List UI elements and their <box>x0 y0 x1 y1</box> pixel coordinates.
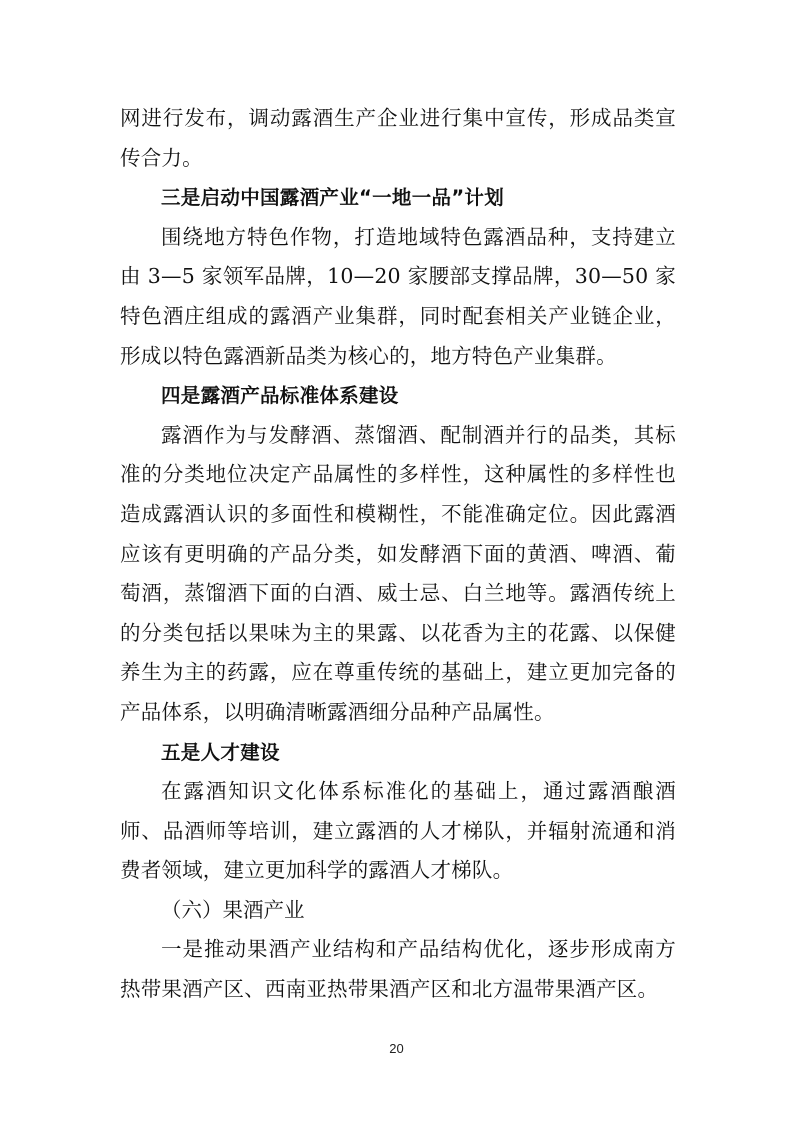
section-heading-one-region-one-product: 三是启动中国露酒产业“一地一品”计划 <box>161 186 505 210</box>
section-heading-talent: 五是人才建设 <box>161 740 280 764</box>
paragraph-promotion-continued: 网进行发布，调动露酒生产企业进行集中宣传，形成品类宣传合力。 <box>120 106 676 170</box>
paragraph-fruit-wine-regions: 一是推动果酒产业结构和产品结构优化，逐步形成南方热带果酒产区、西南亚热带果酒产区和北方温带果酒产区。 <box>120 937 676 1002</box>
section-heading-standard-system: 四是露酒产品标准体系建设 <box>161 384 399 408</box>
page-number: 20 <box>389 1041 404 1056</box>
paragraph-industry-cluster: 围绕地方特色作物，打造地域特色露酒品种，支持建立由 3—5 家领军品牌，10—20 家腰部支撑品牌，30—50 家特色酒庄组成的露酒产业集群，同时配套相关产业链企业，形成以特色露酒新品类为核心的，地方特色产业集群。 <box>120 224 676 368</box>
subsection-heading-fruit-wine: （六）果酒产业 <box>161 897 305 922</box>
document-body <box>120 99 676 1010</box>
paragraph-product-classification: 露酒作为与发酵酒、蒸馏酒、配制酒并行的品类，其标准的分类地位决定产品属性的多样性，这种属性的多样性也造成露酒认识的多面性和模糊性，不能准确定位。因此露酒应该有更明确的产品分类，如发酵酒下面的黄酒、啤酒、葡萄酒，蒸馏酒下面的白酒、威士忌、白兰地等。露酒传统上的分类包括以果味为主的果露、以花香为主的花露、以保健养生为主的药露，应在尊重传统的基础上，建立更加完备的产品体系，以明确清晰露酒细分品种产品属性。 <box>120 422 676 724</box>
paragraph-talent-training: 在露酒知识文化体系标准化的基础上，通过露酒酿酒师、品酒师等培训，建立露酒的人才梯队，并辐射流通和消费者领域，建立更加科学的露酒人才梯队。 <box>120 779 676 883</box>
